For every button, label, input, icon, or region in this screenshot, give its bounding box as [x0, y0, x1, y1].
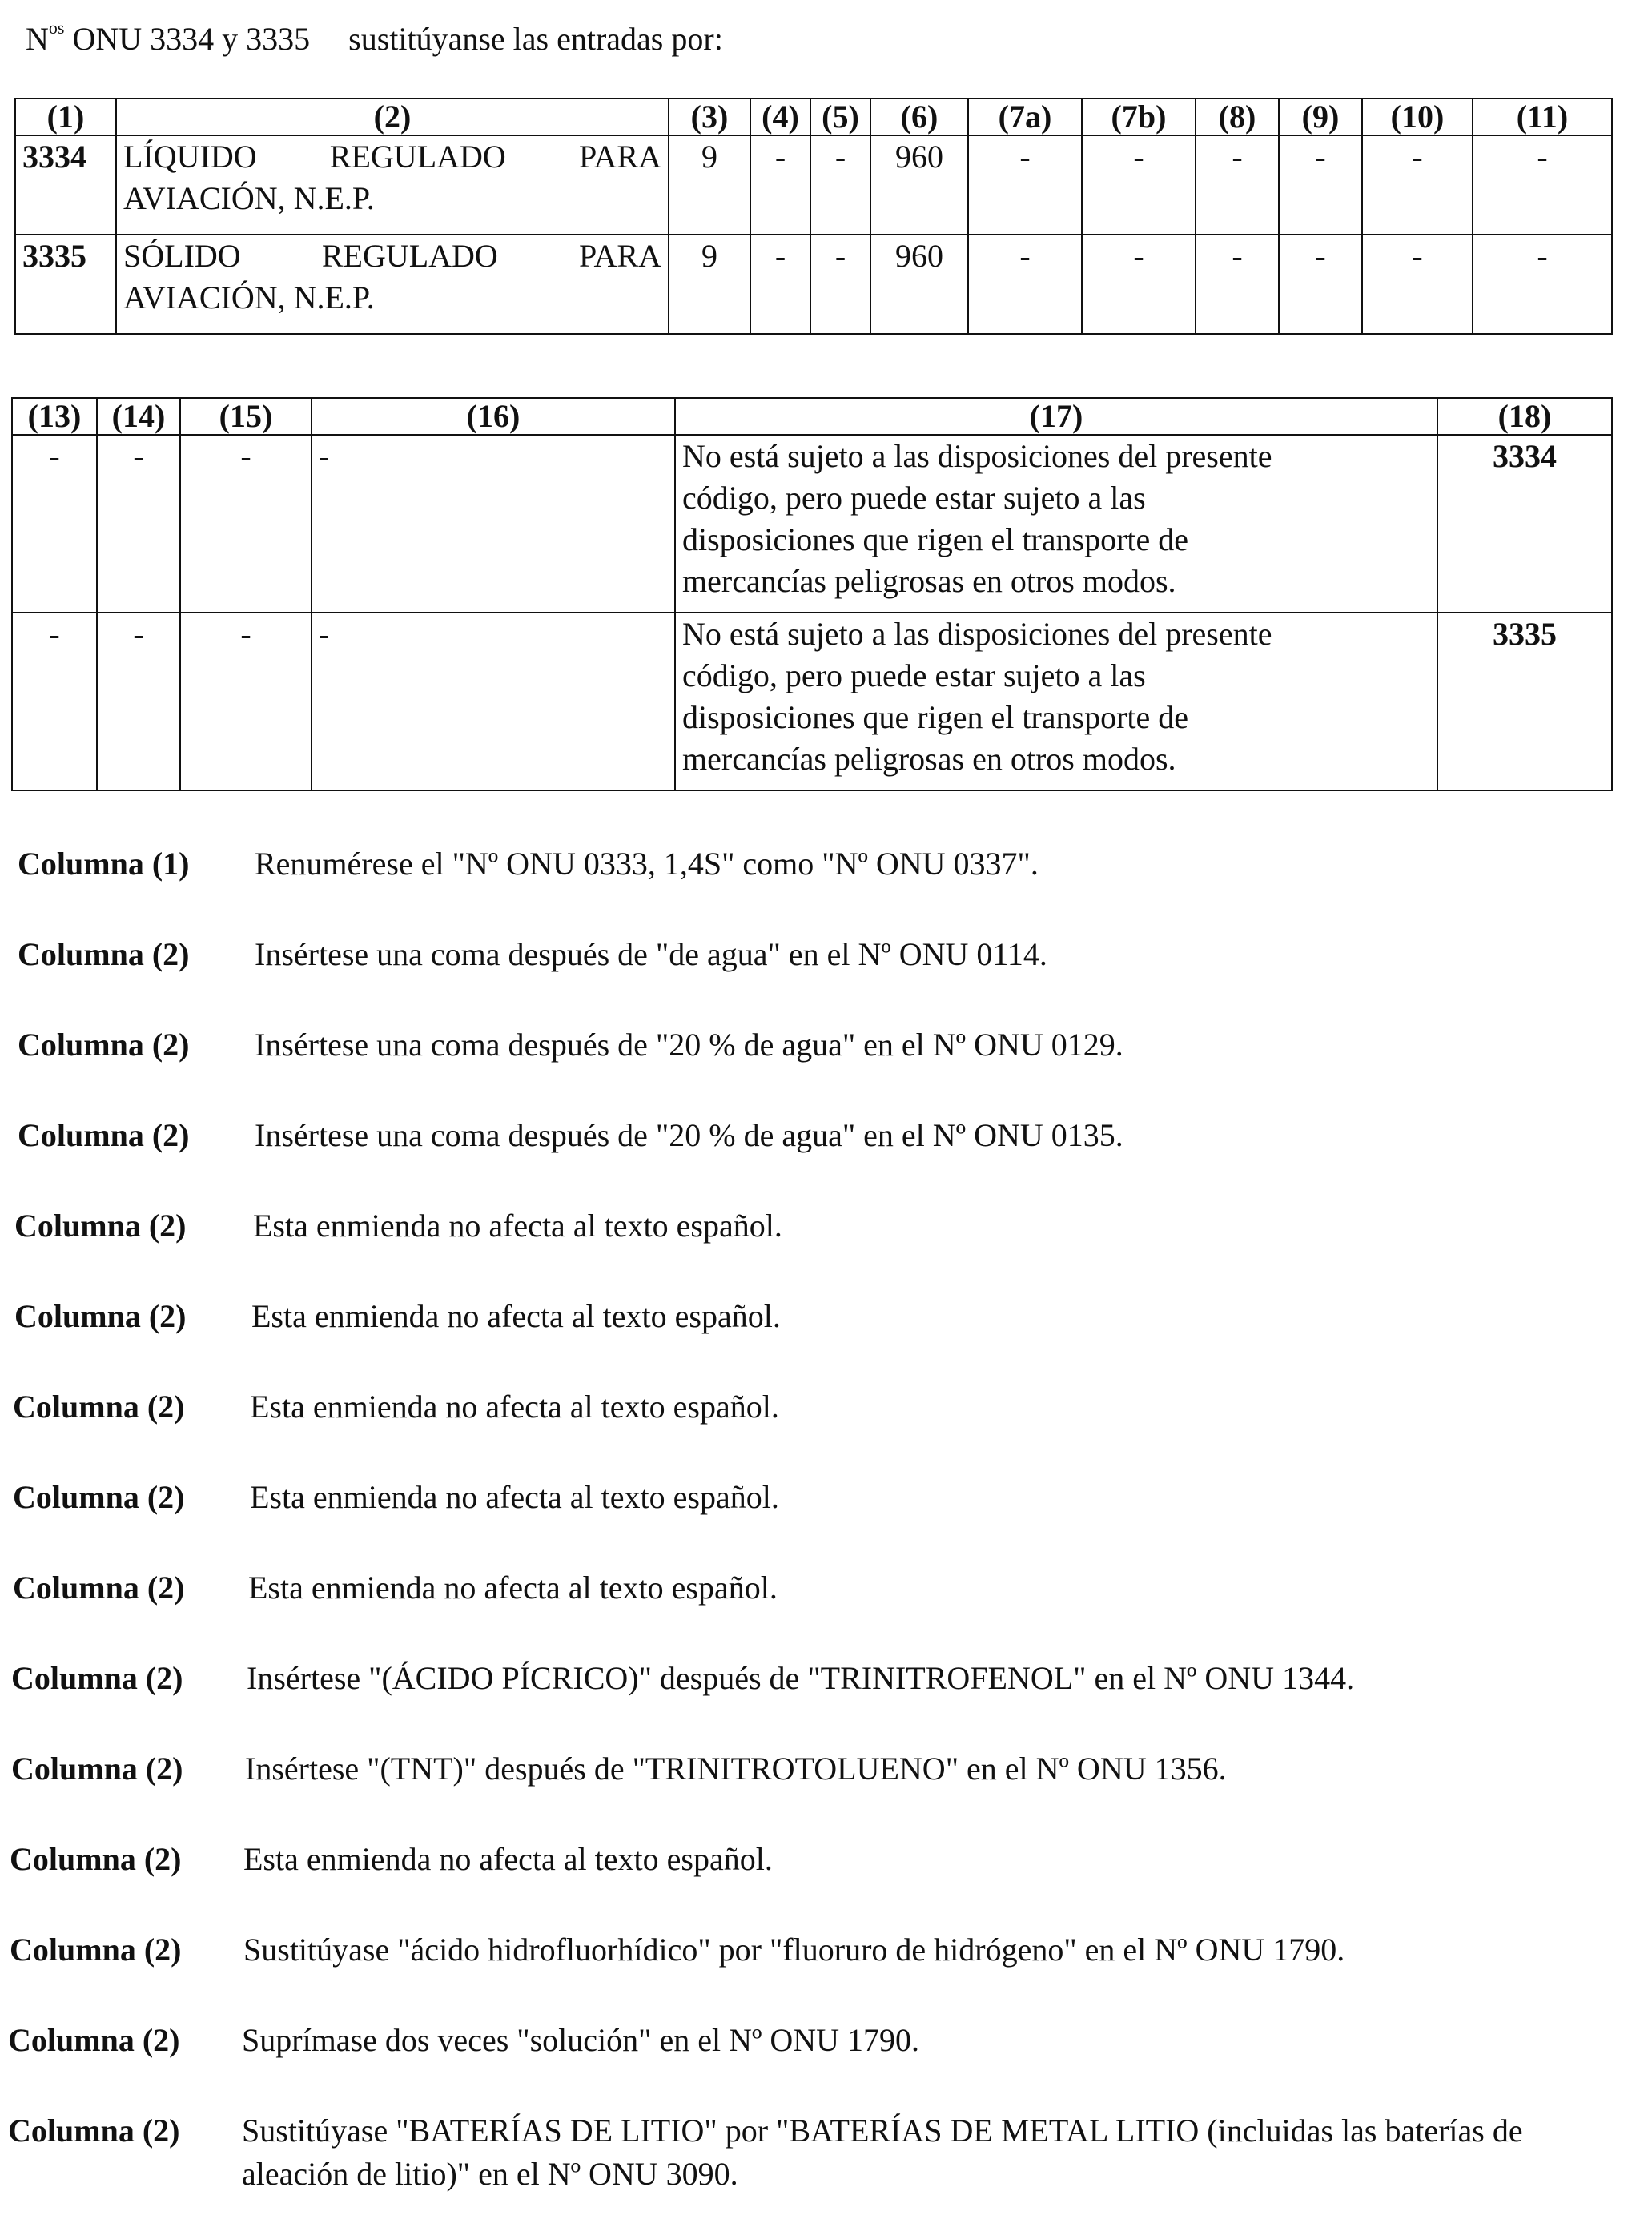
proper-shipping-name-cell — [116, 235, 669, 334]
table-row — [12, 613, 1612, 790]
amendment-text: Insértese una coma después de "20 % de agua" en el Nº ONU 0129. — [255, 1027, 1123, 1063]
intro-instruction: sustitúyanse las entradas por: — [348, 21, 723, 57]
table-cell: - — [810, 235, 870, 334]
table-cell: - — [1473, 135, 1612, 235]
amendment-text: Insértese "(ÁCIDO PÍCRICO)" después de "TRINITROFENOL" en el Nº ONU 1344. — [247, 1660, 1355, 1696]
name-line: AVIACIÓN, N.E.P. — [123, 279, 375, 316]
col-header: (1) — [15, 98, 116, 135]
name-line: SÓLIDO REGULADO PARA — [123, 238, 661, 274]
col-header: (9) — [1279, 98, 1362, 135]
column-label: Columna (2) — [14, 1298, 187, 1334]
col-header: (7a) — [968, 98, 1082, 135]
table-header-row — [15, 98, 1612, 135]
table-cell: - — [1362, 235, 1473, 334]
proper-shipping-name-cell — [116, 135, 669, 235]
column-label: Columna (2) — [11, 1751, 183, 1787]
amendment-item — [18, 842, 1632, 886]
column-label: Columna (1) — [18, 846, 190, 882]
intro-sup: os — [48, 18, 65, 38]
amendment-text: Esta enmienda no afecta al texto español. — [253, 1208, 782, 1244]
table-cell: - — [1196, 135, 1279, 235]
table-cell: - — [97, 613, 180, 790]
table-cell: 960 — [870, 235, 968, 334]
intro-un-numbers: ONU 3334 y 3335 — [72, 21, 311, 57]
table-cell: - — [1362, 135, 1473, 235]
table-cell: - — [12, 613, 97, 790]
column-label: Columna (2) — [14, 1208, 187, 1244]
amendment-text: Suprímase dos veces "solución" en el Nº ONU 1790. — [242, 2022, 920, 2058]
column-label: Columna (2) — [10, 1841, 182, 1877]
column-label: Columna (2) — [8, 2022, 180, 2058]
column-label: Columna (2) — [10, 1932, 182, 1968]
column-label: Columna (2) — [13, 1570, 185, 1606]
amendment-item — [18, 1023, 1632, 1067]
un-number-cell: 3334 — [15, 135, 116, 235]
column-label: Columna (2) — [13, 1389, 185, 1425]
column-label: Columna (2) — [11, 1660, 183, 1696]
name-line: AVIACIÓN, N.E.P. — [123, 180, 375, 216]
table-cell: - — [750, 235, 810, 334]
table-cell: - — [180, 613, 312, 790]
amendment-text: Insértese una coma después de "de agua" en el Nº ONU 0114. — [255, 936, 1047, 972]
table-cell: - — [1082, 235, 1196, 334]
col-header: (18) — [1437, 398, 1612, 435]
table-header-row — [12, 398, 1612, 435]
table-cell: - — [810, 135, 870, 235]
provisions-cell — [675, 435, 1437, 613]
amendment-item — [18, 933, 1632, 976]
col-header: (16) — [312, 398, 675, 435]
intro-prefix: N — [26, 21, 49, 57]
amendment-item — [10, 1838, 1621, 1881]
table-cell: - — [750, 135, 810, 235]
col-header: (6) — [870, 98, 968, 135]
table-cell: - — [1279, 135, 1362, 235]
col-header: (2) — [116, 98, 669, 135]
col-header: (7b) — [1082, 98, 1196, 135]
column-label: Columna (2) — [13, 1479, 185, 1515]
name-line: LÍQUIDO REGULADO PARA — [123, 139, 661, 175]
table-cell: 960 — [870, 135, 968, 235]
un-number-cell: 3335 — [15, 235, 116, 334]
table-cell: 9 — [669, 235, 750, 334]
col-header: (3) — [669, 98, 750, 135]
provisions-line: mercancías peligrosas en otros modos. — [682, 741, 1176, 777]
column-label: Columna (2) — [8, 2112, 180, 2149]
amendment-text: Sustitúyase "ácido hidrofluorhídico" por "fluoruro de hidrógeno" en el Nº ONU 1790. — [243, 1932, 1345, 1968]
amendment-item — [8, 2109, 1619, 2196]
un-number-cell: 3334 — [1437, 435, 1612, 613]
provisions-line: disposiciones que rigen el transporte de — [682, 699, 1189, 735]
amendment-text: Insértese una coma después de "20 % de agua" en el Nº ONU 0135. — [255, 1117, 1123, 1153]
amendment-item — [13, 1385, 1627, 1429]
provisions-line: No está sujeto a las disposiciones del presente — [682, 616, 1272, 652]
entries-table-columns-13-18 — [11, 397, 1613, 791]
table-row — [15, 135, 1612, 235]
col-header: (5) — [810, 98, 870, 135]
col-header: (13) — [12, 398, 97, 435]
table-cell: - — [1279, 235, 1362, 334]
amendment-text: Sustitúyase "BATERÍAS DE LITIO" por "BATERÍAS DE METAL LITIO (incluidas las baterías de aleación de litio)" en el Nº ONU 3090. — [242, 2112, 1523, 2192]
table-cell: - — [1473, 235, 1612, 334]
amendment-item — [14, 1295, 1629, 1338]
column-label: Columna (2) — [18, 1027, 190, 1063]
amendment-text: Insértese "(TNT)" después de "TRINITROTOLUENO" en el Nº ONU 1356. — [245, 1751, 1227, 1787]
provisions-line: código, pero puede estar sujeto a las — [682, 657, 1146, 693]
column-label: Columna (2) — [18, 936, 190, 972]
amendment-item — [14, 1204, 1630, 1248]
amendment-text: Esta enmienda no afecta al texto español. — [250, 1479, 779, 1515]
table-cell: - — [968, 135, 1082, 235]
amendment-text: Renumérese el "Nº ONU 0333, 1,4S" como "Nº ONU 0337". — [255, 846, 1039, 882]
provisions-line: No está sujeto a las disposiciones del presente — [682, 438, 1272, 474]
col-header: (10) — [1362, 98, 1473, 135]
table-cell: - — [312, 613, 675, 790]
column-label: Columna (2) — [18, 1117, 190, 1153]
col-header: (17) — [675, 398, 1437, 435]
amendment-item — [11, 1657, 1624, 1700]
table-cell: - — [12, 435, 97, 613]
table-row — [15, 235, 1612, 334]
amendment-text: Esta enmienda no afecta al texto español. — [243, 1841, 773, 1877]
provisions-line: código, pero puede estar sujeto a las — [682, 480, 1146, 516]
intro-line — [26, 5, 723, 62]
amendment-item — [13, 1476, 1627, 1519]
amendment-item — [10, 1928, 1621, 1972]
un-number-cell: 3335 — [1437, 613, 1612, 790]
col-header: (11) — [1473, 98, 1612, 135]
table-cell: - — [312, 435, 675, 613]
amendment-item — [18, 1114, 1632, 1157]
amendment-text: Esta enmienda no afecta al texto español. — [251, 1298, 781, 1334]
table-cell: - — [1082, 135, 1196, 235]
table-cell: 9 — [669, 135, 750, 235]
amendment-text: Esta enmienda no afecta al texto español. — [248, 1570, 778, 1606]
table-cell: - — [180, 435, 312, 613]
table-cell: - — [1196, 235, 1279, 334]
col-header: (4) — [750, 98, 810, 135]
amendment-text: Esta enmienda no afecta al texto español. — [250, 1389, 779, 1425]
provisions-line: disposiciones que rigen el transporte de — [682, 521, 1189, 557]
provisions-cell — [675, 613, 1437, 790]
col-header: (8) — [1196, 98, 1279, 135]
amendment-item — [8, 2019, 1619, 2062]
table-cell: - — [97, 435, 180, 613]
provisions-line: mercancías peligrosas en otros modos. — [682, 563, 1176, 599]
table-row — [12, 435, 1612, 613]
amendment-item — [11, 1747, 1622, 1791]
table-cell: - — [968, 235, 1082, 334]
col-header: (15) — [180, 398, 312, 435]
entries-table-columns-1-11 — [14, 98, 1613, 335]
col-header: (14) — [97, 398, 180, 435]
amendment-item — [13, 1566, 1626, 1610]
